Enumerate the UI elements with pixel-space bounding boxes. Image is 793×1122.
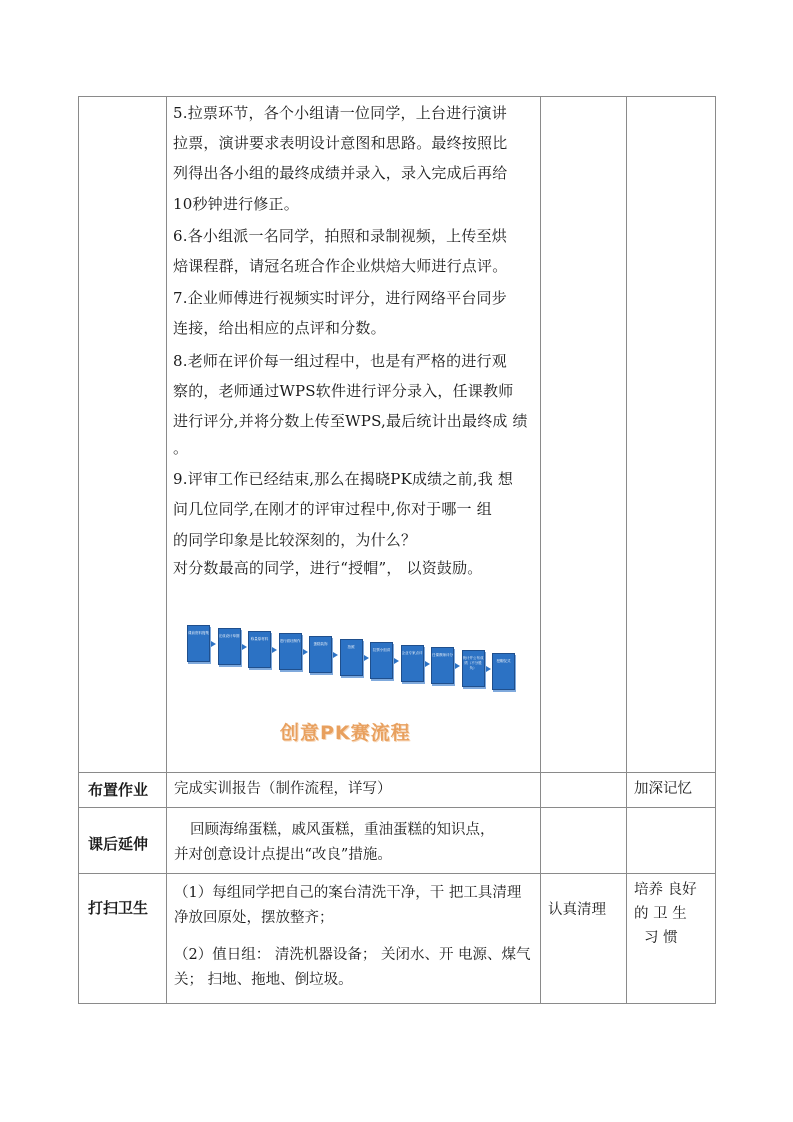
flowchart-step: 拍照 [340,639,363,676]
table-border-top [78,96,716,97]
cleaning-label: 打扫卫生 [88,899,149,917]
homework-purpose: 加深记忆 [634,781,692,797]
step-8-line: 进行评分,并将分数上传至WPS,最后统计出最终成 绩 [173,412,528,431]
step-5-line: 列得出各小组的最终成绩并录入，录入完成后再给 [173,164,508,183]
flowchart-step: 蛋糕装饰 [309,636,332,673]
flowchart-step: 完成设计草图 [218,628,241,665]
reward-text: 对分数最高的同学，进行“授帽”， 以资鼓励。 [173,558,483,577]
step-9-line: 的同学印象是比较深刻的，为什么？ [173,530,417,549]
extension-label: 课后延伸 [88,835,149,853]
step-7-line: 7.企业师傅进行视频实时评分，进行网络平台同步 [173,289,507,308]
step-8 [173,346,539,461]
step-8-line: 。 [173,439,189,458]
cleaning-line: 关； 扫地、拖地、倒垃圾。 [174,972,353,988]
row-divider [78,772,716,773]
cleaning-line: （1）每组同学把自己的案台清洗干净，干 把工具清理 [174,885,522,901]
column-divider [166,96,167,1004]
flowchart-step: 课前资料搜集 [187,625,210,662]
cleaning-line: 净放回原处，摆放整齐； [174,910,334,926]
step-8-line: 8.老师在评价每一组过程中，也是有严格的进行观 [173,351,507,370]
flowchart-step: 企业专家点评 [401,645,424,682]
cleaning-purpose [634,878,697,950]
homework-label: 布置作业 [88,781,149,799]
step-9 [173,464,539,555]
flowchart-step: 称量原材料 [248,631,271,668]
step-9-line: 9.评审工作已经结束,那么在揭晓PK成绩之前,我 想 [173,470,514,489]
step-5-line: 5.拉票环节，各个小组请一位同学，上台进行演讲 [173,104,507,122]
flowchart-title: 创意PK赛流程 [280,722,411,744]
step-9-line: 问几位同学,在刚才的评审过程中,你对于哪一 组 [173,500,492,519]
flowchart-step: 进行面坯制作 [279,633,302,670]
step-6-line: 6.各小组派一名同学，拍照和录制视频，上传至烘 [173,226,507,245]
flowchart-arrow-icon [486,666,491,672]
row-divider [78,807,716,808]
cleaning-purpose-line: 习 惯 [644,930,678,946]
flowchart-arrow-icon [455,663,460,669]
flowchart-arrow-icon [333,652,338,658]
flowchart-arrow-icon [211,641,216,647]
cleaning-purpose-line: 培养 良好 [634,882,697,898]
table-border-bottom [78,1003,716,1004]
step-6 [173,221,539,281]
table-border-right [715,96,716,1004]
flowchart-arrow-icon [364,655,369,661]
table-border-left [78,96,79,1004]
cleaning-content [174,881,531,993]
step-5-line: 拉票，演讲要求表明设计意图和思路。最终按照比 [173,134,508,153]
extension-line: 并对创意设计点提出“改良”措施。 [174,847,392,863]
flowchart-step: 拉票小组讲 [370,642,393,679]
step-5 [173,98,539,219]
step-7-line: 连接，给出相应的点评和分数。 [173,319,386,338]
row-divider [78,873,716,874]
step-5-line: 10秒钟进行修正。 [173,194,299,213]
extension-line: 回顾海绵蛋糕，戚风蛋糕，重油蛋糕的知识点， [190,822,495,838]
step-7 [173,283,539,343]
cleaning-purpose-line: 的 卫 生 [634,906,687,922]
step-6-line: 焙课程群，请冠名班合作企业烘焙大师进行点评。 [173,257,508,276]
flowchart-step: 授帽仪式 [492,653,515,690]
step-8-line: 察的，老师通过WPS软件进行评分录入，任课教师 [173,381,514,400]
cleaning-line: （2）值日组： 清洗机器设备； 关闭水、开 电源、煤气 [174,947,531,963]
flowchart [185,621,539,751]
column-divider [540,96,541,1004]
column-divider [626,96,627,1004]
flowchart-arrow-icon [242,644,247,650]
lesson-plan-table [78,96,716,1004]
flowchart-arrow-icon [272,647,277,653]
process-cell [173,98,539,581]
flowchart-arrow-icon [303,649,308,655]
flowchart-step: 任课教师评分 [431,647,454,684]
homework-content: 完成实训报告（制作流程，详写） [174,781,392,797]
flowchart-arrow-icon [394,658,399,664]
extension-content [174,818,495,868]
flowchart-arrow-icon [425,661,430,667]
flowchart-step: 统计并公布成绩（不分胜负） [462,650,485,687]
cleaning-method: 认真清理 [548,902,606,918]
